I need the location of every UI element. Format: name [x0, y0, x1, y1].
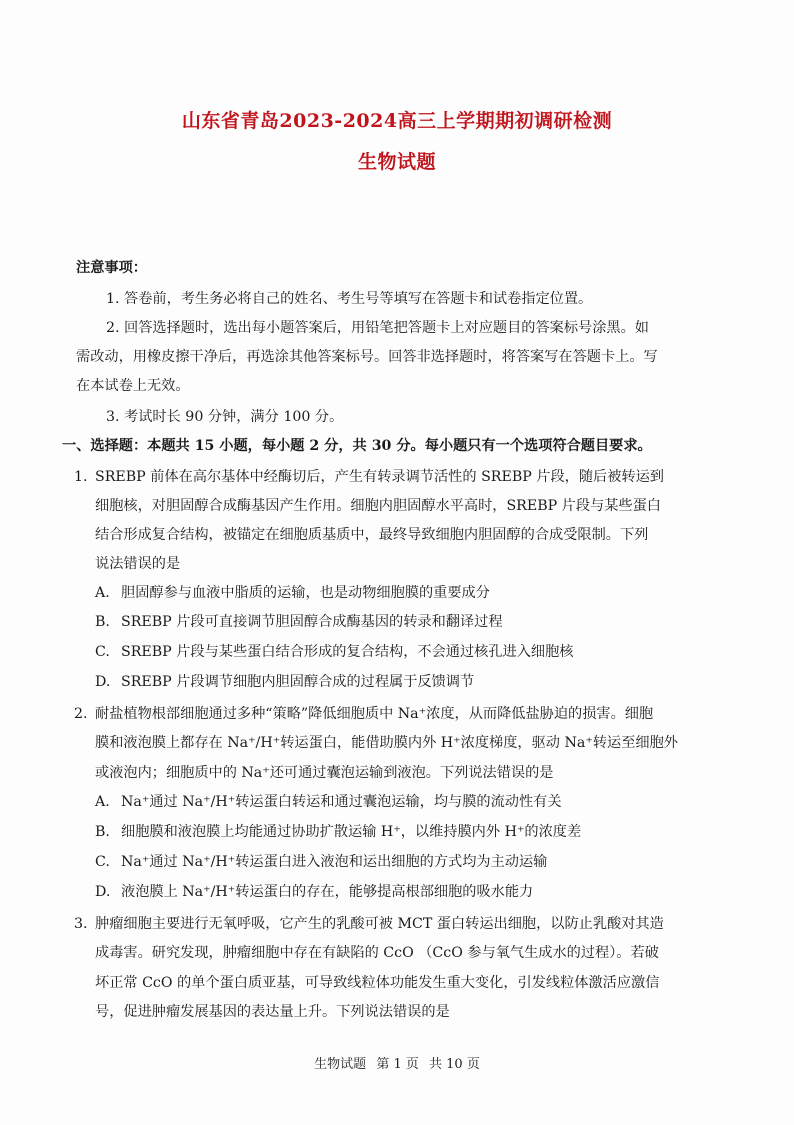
- q3-number: 3.: [74, 916, 88, 932]
- exam-title: 山东省青岛2023-2024高三上学期期初调研检测: [181, 110, 613, 132]
- footer-page-number: 第 1 页: [376, 1057, 419, 1072]
- q1-stem-text-2: 细胞核，对胆固醇合成酶基因产生作用。细胞内胆固醇水平高时，SREBP 片段与某些蛋白: [95, 498, 661, 514]
- q2-number: 2.: [74, 706, 88, 722]
- notice-item-2-text-2: 需改动，用橡皮擦干净后，再选涂其他答案标号。回答非选择题时，将答案写在答题卡上。写: [76, 349, 658, 365]
- q1-stem-text-4: 说法错误的是: [95, 556, 181, 572]
- q1-stem-text-1: SREBP 前体在高尔基体中经酶切后，产生有转录调节活性的 SREBP 片段，随后被转运到: [95, 469, 664, 485]
- q1-option-a-letter: A.: [95, 585, 110, 601]
- q2-option-c-letter: C.: [95, 854, 110, 870]
- q2-option-b-text: 细胞膜和液泡膜上均能通过协助扩散运输 H⁺，以维持膜内外 H⁺的浓度差: [121, 824, 582, 840]
- q2-option-a-letter: A.: [95, 794, 110, 810]
- q1-option-d-text: SREBP 片段调节细胞内胆固醇合成的过程属于反馈调节: [121, 674, 475, 690]
- q1-option-a-text: 胆固醇参与血液中脂质的运输，也是动物细胞膜的重要成分: [121, 585, 490, 601]
- q2-stem-text-1: 耐盐植物根部细胞通过多种“策略”降低细胞质中 Na⁺浓度，从而降低盐胁迫的损害。细胞: [95, 706, 654, 722]
- section-1-heading: 一、选择题：本题共 15 小题，每小题 2 分，共 30 分。每小题只有一个选项符合题目要求。: [62, 438, 652, 454]
- notice-item-1-text: 1. 答卷前，考生务必将自己的姓名、考生号等填写在答题卡和试卷指定位置。: [106, 291, 593, 307]
- q3-stem-text-2: 成毒害。研究发现，肿瘤细胞中存在有缺陷的 CcO （CcO 参与氧气生成水的过程）。若破: [95, 945, 659, 961]
- notice-heading: 注意事项：: [76, 260, 147, 276]
- footer-subject: 生物试题: [314, 1057, 367, 1072]
- q2-option-d-letter: D.: [95, 884, 111, 900]
- exam-subject-title: 生物试题: [357, 151, 436, 173]
- q1-stem-text-3: 结合形成复合结构，被锚定在细胞质基质中，最终导致细胞内胆固醇的合成受限制。下列: [95, 527, 649, 543]
- q1-option-c-text: SREBP 片段与某些蛋白结合形成的复合结构，不会通过核孔进入细胞核: [121, 644, 574, 660]
- notice-item-2-text-1: 2. 回答选择题时，选出每小题答案后，用铅笔把答题卡上对应题目的答案标号涂黑。如: [106, 320, 649, 336]
- q1-option-c-letter: C.: [95, 644, 110, 660]
- q1-number: 1.: [74, 469, 88, 485]
- footer-total-pages: 共 10 页: [429, 1057, 480, 1072]
- q3-stem-text-3: 坏正常 CcO 的单个蛋白质亚基，可导致线粒体功能发生重大变化，引发线粒体激活应激信: [95, 975, 660, 991]
- page-footer: [0, 1053, 794, 1072]
- notice-item-3-text: 3. 考试时长 90 分钟，满分 100 分。: [106, 409, 344, 425]
- q2-stem-text-3: 或液泡内；细胞质中的 Na⁺还可通过囊泡运输到液泡。下列说法错误的是: [95, 765, 554, 781]
- q2-option-d-text: 液泡膜上 Na⁺/H⁺转运蛋白的存在，能够提高根部细胞的吸水能力: [121, 884, 534, 900]
- q2-stem-text-2: 膜和液泡膜上都存在 Na⁺/H⁺转运蛋白，能借助膜内外 H⁺浓度梯度，驱动 Na⁺转运至细胞外: [95, 735, 678, 751]
- q1-option-b-letter: B.: [95, 614, 110, 630]
- q3-stem-text-1: 肿瘤细胞主要进行无氧呼吸，它产生的乳酸可被 MCT 蛋白转运出细胞，以防止乳酸对其造: [95, 916, 664, 932]
- q3-stem-text-4: 号，促进肿瘤发展基因的表达量上升。下列说法错误的是: [95, 1004, 450, 1020]
- q1-option-b-text: SREBP 片段可直接调节胆固醇合成酶基因的转录和翻译过程: [121, 614, 503, 630]
- notice-item-2-text-3: 在本试卷上无效。: [76, 378, 190, 394]
- q2-option-c-text: Na⁺通过 Na⁺/H⁺转运蛋白进入液泡和运出细胞的方式均为主动运输: [121, 854, 548, 870]
- q2-option-a-text: Na⁺通过 Na⁺/H⁺转运蛋白转运和通过囊泡运输，均与膜的流动性有关: [121, 794, 562, 810]
- q2-option-b-letter: B.: [95, 824, 110, 840]
- q1-option-d-letter: D.: [95, 674, 111, 690]
